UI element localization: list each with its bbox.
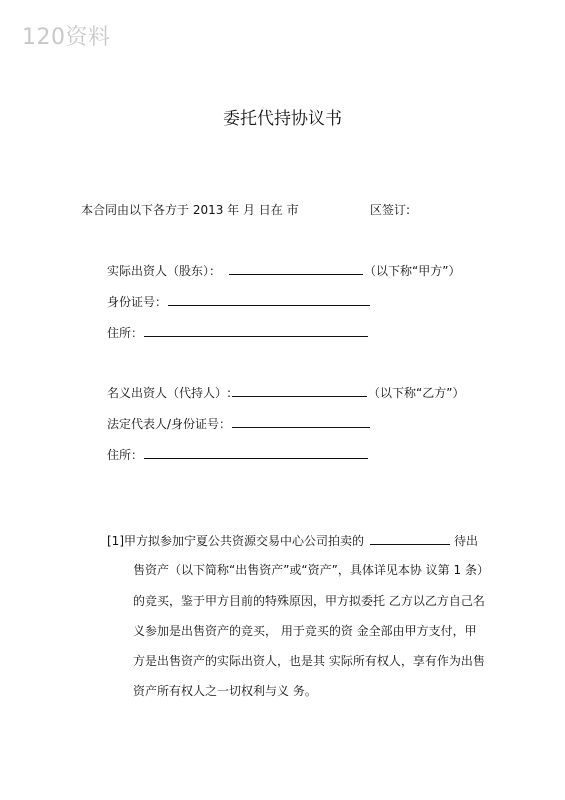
clause-1-line-1	[107, 532, 478, 549]
party-b-investor-line	[107, 384, 464, 401]
clause-1-asset-blank[interactable]	[370, 532, 450, 545]
party-a-investor-label: 实际出资人（股东）：	[107, 264, 222, 278]
party-b-investor-label: 名义出资人（代持人）:	[107, 386, 232, 400]
document-title: 委托代持协议书	[223, 109, 342, 129]
party-a-investor-suffix: （以下称“甲方”）	[364, 264, 461, 278]
party-b-address-label: 住所：	[107, 448, 144, 462]
party-a-id-line	[107, 293, 371, 310]
clause-1-line-4: 义参加是出售资产的竞买， 用于竞买的资 金全部由甲方支付，甲	[133, 624, 477, 638]
party-b-investor-suffix: （以下称“乙方”）	[368, 386, 465, 400]
intro-sign-text: 区签订:	[370, 203, 411, 217]
party-b-legal-rep-line	[107, 415, 371, 432]
party-b-legal-rep-label: 法定代表人/身份证号：	[107, 417, 232, 431]
party-a-address-blank[interactable]	[144, 324, 368, 337]
party-b-investor-blank[interactable]	[232, 384, 367, 397]
clause-1-line-2: 售资产（以下简称“出售资产”或“资产”，具体详见本协 议第 1 条）	[133, 563, 489, 577]
clause-1-line-1-suffix: 待出	[454, 534, 479, 548]
clause-1-line-6: 资产所有权人之一切权利与义 务。	[133, 684, 317, 698]
party-b-legal-rep-blank[interactable]	[232, 415, 370, 428]
watermark: 120资料	[22, 25, 111, 50]
intro-line	[81, 201, 411, 218]
clause-1-line-1-prefix: [1]甲方拟参加宁夏公共资源交易中心公司拍卖的	[107, 534, 364, 548]
party-a-id-label: 身份证号：	[107, 295, 168, 309]
party-a-id-blank[interactable]	[168, 293, 370, 306]
party-b-address-line	[107, 446, 369, 463]
clause-1-line-5: 方是出售资产的实际出资人，也是其 实际所有权人，享有作为出售	[133, 654, 485, 668]
party-a-address-line	[107, 324, 369, 341]
party-b-address-blank[interactable]	[144, 446, 368, 459]
intro-text: 本合同由以下各方于 2013 年 月 日在 市	[81, 203, 299, 217]
party-a-investor-line	[107, 262, 460, 279]
party-a-address-label: 住所：	[107, 326, 144, 340]
party-a-investor-blank[interactable]	[229, 262, 363, 275]
clause-1-line-3: 的竞买，鉴于甲方目前的特殊原因，甲方拟委托 乙方以乙方自己名	[133, 594, 485, 608]
